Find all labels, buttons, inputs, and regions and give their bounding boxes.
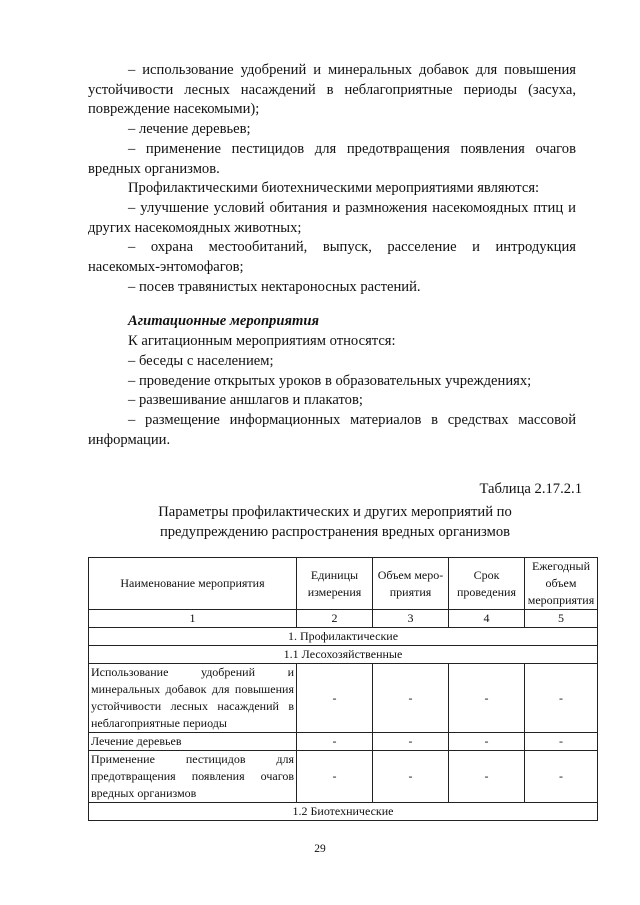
spacer <box>88 297 576 312</box>
row-name: Использование удобрений и минеральных добавок для повышения устойчивости лесных насаждений в неблагоприятные периоды <box>89 664 297 733</box>
paragraph-birds: – улучшение условий обитания и размножения насекомоядных птиц и других насекомоядных животных; <box>88 199 576 236</box>
section-heading: Агитационные мероприятия <box>128 313 319 330</box>
column-number: 3 <box>373 610 449 628</box>
subgroup-row <box>89 646 598 664</box>
column-number: 1 <box>89 610 297 628</box>
paragraph-pesticides: – применение пестицидов для предотвращения появления очагов вредных организмов. <box>88 140 576 177</box>
row-volume: - <box>373 664 449 733</box>
header-annual: Ежегодный объем мероприятия <box>525 558 598 610</box>
row-term: - <box>449 751 525 803</box>
row-name: Применение пестицидов для предотвращения появления очагов вредных организмов <box>89 751 297 803</box>
table-caption <box>88 479 582 542</box>
table-row <box>89 664 598 733</box>
subgroup-biotechnical: 1.2 Биотехнические <box>89 803 598 821</box>
subgroup-silvicultural: 1.1 Лесохозяйственные <box>89 646 598 664</box>
table-title-line: Параметры профилактических и других мероприятий по <box>158 504 512 520</box>
header-term: Срок проведения <box>449 558 525 610</box>
row-units: - <box>297 664 373 733</box>
row-annual: - <box>525 751 598 803</box>
row-term: - <box>449 664 525 733</box>
paragraph-nectar-plants: – посев травянистых нектароносных растений. <box>128 278 421 295</box>
row-name: Лечение деревьев <box>89 733 297 751</box>
table-number: Таблица 2.17.2.1 <box>479 481 582 497</box>
group-row <box>89 628 598 646</box>
row-units: - <box>297 733 373 751</box>
paragraph-biotech-intro: Профилактическими биотехническими мероприятиями являются: <box>128 180 540 197</box>
column-number-row <box>89 610 598 628</box>
column-number: 2 <box>297 610 373 628</box>
page-number: 29 <box>314 843 326 855</box>
subgroup-row <box>89 803 598 821</box>
paragraph-fertilizers: – использование удобрений и минеральных добавок для повышения устойчивости лесных насаждений в неблагоприятные периоды (засуха, повреждение насекомыми); <box>88 62 576 118</box>
table-row <box>89 751 598 803</box>
row-term: - <box>449 733 525 751</box>
group-preventive: 1. Профилактические <box>89 628 598 646</box>
table-row <box>89 733 598 751</box>
row-volume: - <box>373 751 449 803</box>
paragraph-tree-treatment: – лечение деревьев; <box>128 121 251 138</box>
table-title <box>88 502 582 542</box>
header-name: Наименование мероприятия <box>89 558 297 610</box>
paragraph-conversations: – беседы с населением; <box>128 352 274 369</box>
parameters-table <box>88 557 598 821</box>
row-units: - <box>297 751 373 803</box>
paragraph-entomophages: – охрана местообитаний, выпуск, расселение и интродукция насекомых-энтомофагов; <box>88 239 576 276</box>
column-number: 5 <box>525 610 598 628</box>
table-title-line: предупреждению распространения вредных организмов <box>159 524 511 540</box>
paragraph-signs: – развешивание аншлагов и плакатов; <box>128 392 363 409</box>
header-units: Единицы измерения <box>297 558 373 610</box>
paragraph-open-lessons: – проведение открытых уроков в образовательных учреждениях; <box>128 372 532 389</box>
table-header-row <box>89 558 598 610</box>
row-annual: - <box>525 733 598 751</box>
column-number: 4 <box>449 610 525 628</box>
row-volume: - <box>373 733 449 751</box>
header-volume: Объем меро-приятия <box>373 558 449 610</box>
row-annual: - <box>525 664 598 733</box>
paragraph-media: – размещение информационных материалов в средствах массовой информации. <box>88 411 576 448</box>
paragraph-agitation-intro: К агитационным мероприятиям относятся: <box>128 333 396 350</box>
body-text <box>88 61 576 450</box>
